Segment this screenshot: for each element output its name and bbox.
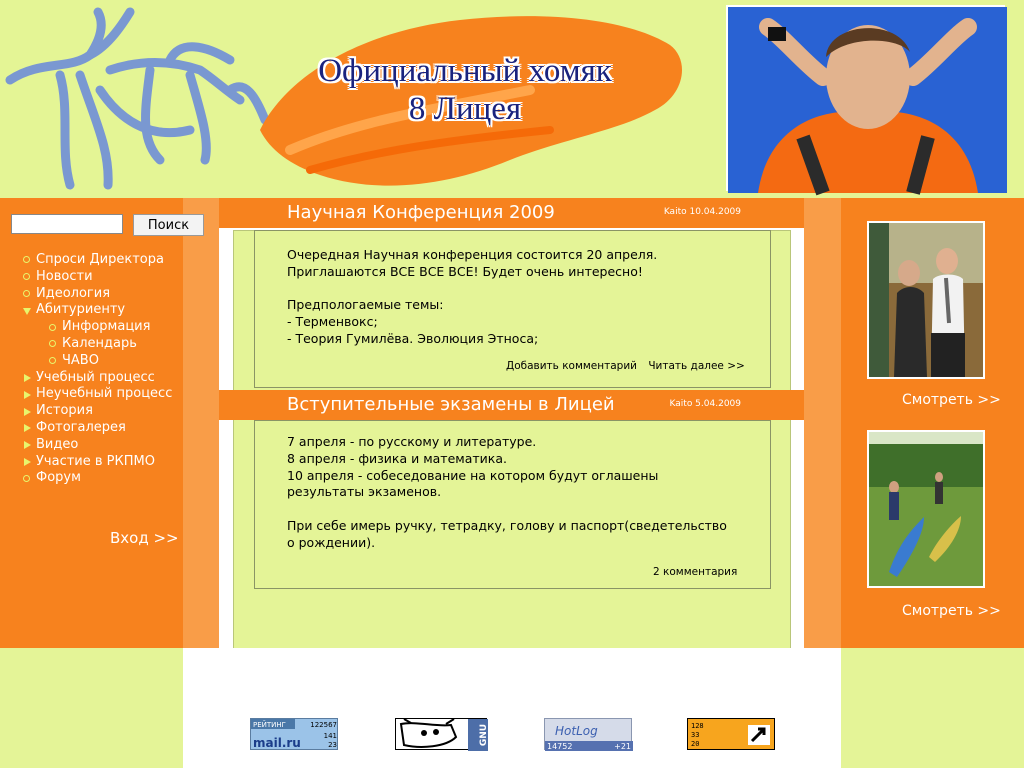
- post-meta: Kaito 5.04.2009: [669, 399, 741, 409]
- sidebar-item-label: Спроси Директора: [36, 252, 164, 267]
- sidebar-item[interactable]: [22, 252, 192, 269]
- li-value: 128: [691, 722, 704, 730]
- bullet-circle-icon: [48, 337, 58, 351]
- li-value: 33: [691, 731, 700, 739]
- sidebar-item[interactable]: [22, 353, 192, 370]
- sidebar-item[interactable]: [22, 420, 192, 437]
- sidebar-item[interactable]: [22, 269, 192, 286]
- li-value: 20: [691, 740, 700, 748]
- bullet-circle-icon: [22, 270, 32, 284]
- post-links: [506, 360, 745, 372]
- read-more-link[interactable]: Читать далее >>: [648, 360, 745, 372]
- search-input[interactable]: [11, 214, 123, 234]
- students-hallway-image: [869, 223, 983, 377]
- bullet-circle-icon: [22, 472, 32, 486]
- view-gallery-link[interactable]: Смотреть >>: [902, 392, 1001, 408]
- mailru-value: 122567: [310, 721, 337, 729]
- sidebar-item-label: Участие в РКПМО: [36, 453, 155, 469]
- bullet-circle-icon: [22, 287, 32, 301]
- sidebar-item-label: Идеология: [36, 285, 111, 301]
- sidebar-item[interactable]: [22, 470, 192, 487]
- post-links: [653, 566, 737, 578]
- post-meta: Kaito 10.04.2009: [663, 207, 741, 217]
- triangle-right-icon: [22, 438, 32, 452]
- gallery-thumbnail[interactable]: [867, 221, 985, 379]
- sidebar-item[interactable]: [22, 454, 192, 471]
- mailru-label: РЕЙТИНГ: [253, 721, 286, 729]
- triangle-right-icon: [22, 388, 32, 402]
- sidebar-nav: [22, 252, 192, 487]
- gnu-banner[interactable]: [395, 718, 487, 750]
- sidebar-item[interactable]: [22, 286, 192, 303]
- sidebar-item-label: Календарь: [62, 335, 137, 351]
- student-photo-image: [728, 7, 1007, 193]
- bullet-circle-icon: [48, 321, 58, 335]
- hotlog-counter-graphic: [545, 719, 633, 751]
- sidebar-item[interactable]: [22, 370, 192, 387]
- sidebar-item-label: Фотогалерея: [36, 419, 126, 435]
- post-header: [219, 390, 804, 420]
- sidebar-item-label: Информация: [62, 319, 151, 335]
- site-title-line1: Официальный хомяк: [318, 53, 612, 89]
- sidebar-item-label: ЧАВО: [62, 352, 99, 368]
- triangle-right-icon: [22, 405, 32, 419]
- mailru-logo: mail.ru: [253, 736, 301, 750]
- triangle-right-icon: [22, 455, 32, 469]
- sidebar-item[interactable]: [22, 302, 192, 319]
- liveinternet-counter[interactable]: [687, 718, 775, 750]
- comments-link[interactable]: 2 комментария: [653, 566, 738, 578]
- gnu-head-graphic: [396, 719, 488, 751]
- post-text: Очередная Научная конференция состоится 20 апреля. Приглашаются ВСЕ ВСЕ ВСЕ! Будет очень интересно! Предпологаемые темы: - Терменвокс; - Теория Гумилёва. Эволюция Этноса;: [287, 247, 658, 346]
- hotlog-counter[interactable]: [544, 718, 632, 750]
- mailru-value: 23: [328, 741, 337, 749]
- triangle-right-icon: [22, 421, 32, 435]
- sidebar-item-label: Неучебный процесс: [36, 386, 173, 402]
- header-photo: [726, 5, 1005, 191]
- search-button[interactable]: Поиск: [133, 214, 204, 236]
- hotlog-value: 14752: [547, 742, 573, 751]
- sidebar-item-label: Новости: [36, 268, 93, 284]
- hotlog-logo: HotLog: [555, 724, 598, 738]
- view-gallery-link[interactable]: Смотреть >>: [902, 603, 1001, 619]
- bullet-circle-icon: [48, 354, 58, 368]
- bullet-circle-icon: [22, 253, 32, 267]
- site-title: [255, 52, 675, 128]
- triangle-down-icon: [22, 304, 32, 318]
- sidebar-item[interactable]: [22, 319, 192, 336]
- mailru-value: 141: [323, 732, 337, 740]
- login-link[interactable]: Вход >>: [110, 529, 179, 547]
- right-sidebar-strip: [804, 198, 841, 648]
- sidebar-item-label: Видео: [36, 436, 79, 452]
- site-title-line2: 8 Лицея: [408, 91, 522, 127]
- sidebar-item[interactable]: [22, 386, 192, 403]
- mailru-counter[interactable]: [250, 718, 338, 750]
- kayaks-field-image: [869, 432, 983, 586]
- post-text: 7 апреля - по русскому и литературе. 8 апреля - физика и математика. 10 апреля - собеседование на котором будут оглашены результаты экзаменов. При себе имерь ручку, тетрадку, голову и паспорт(сведетельство о рождении).: [287, 434, 727, 550]
- post-title[interactable]: Научная Конференция 2009: [287, 202, 555, 223]
- add-comment-link[interactable]: Добавить комментарий: [506, 360, 637, 372]
- liveinternet-counter-graphic: [688, 719, 776, 751]
- mailru-counter-graphic: [251, 719, 339, 751]
- post-header: [219, 198, 804, 228]
- sidebar-item[interactable]: [22, 403, 192, 420]
- sidebar-item-label: Учебный процесс: [36, 369, 155, 385]
- sidebar-item-label: История: [36, 403, 93, 419]
- sidebar-item-label: Абитуриенту: [36, 302, 126, 318]
- sidebar-item[interactable]: [22, 336, 192, 353]
- hotlog-value: +21: [614, 742, 631, 751]
- post-title[interactable]: Вступительные экзамены в Лицей: [287, 394, 615, 415]
- triangle-right-icon: [22, 371, 32, 385]
- gnu-label: GNU: [479, 723, 489, 747]
- gallery-thumbnail[interactable]: [867, 430, 985, 588]
- sidebar-item-label: Форум: [36, 470, 81, 486]
- sidebar-item[interactable]: [22, 437, 192, 454]
